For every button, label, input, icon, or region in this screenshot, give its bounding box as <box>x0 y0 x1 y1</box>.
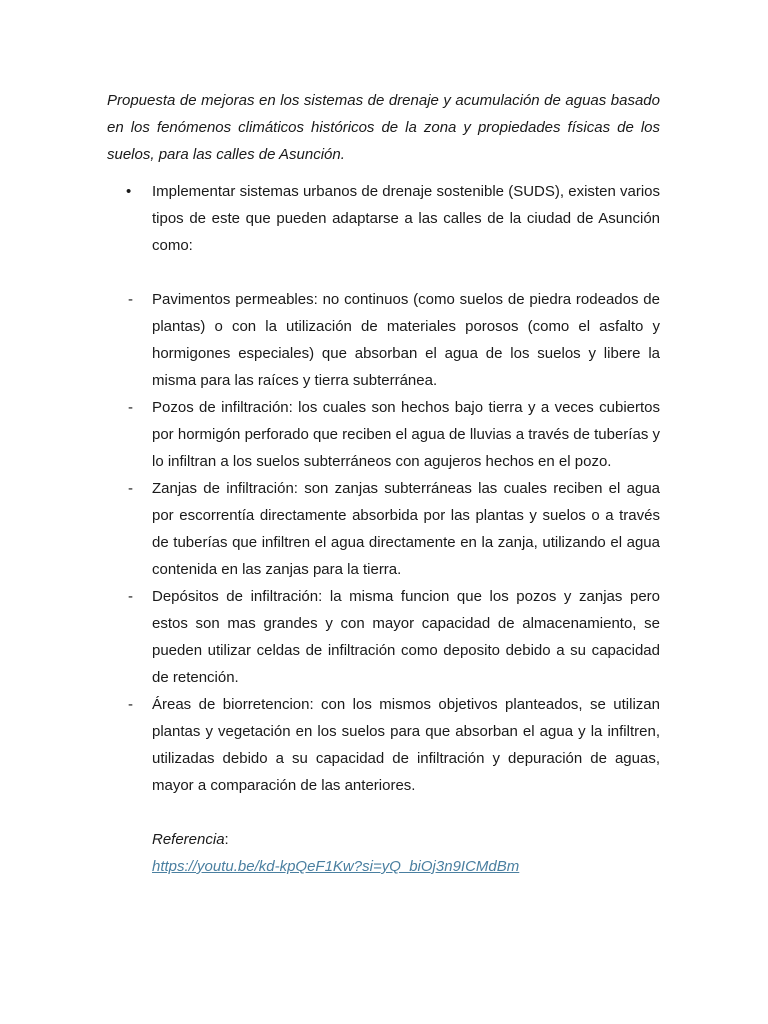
reference-heading <box>152 826 660 853</box>
dash-marker: - <box>128 588 133 605</box>
dash-marker: - <box>128 480 133 497</box>
list-item <box>107 583 660 691</box>
list-item-text: Zanjas de infiltración: son zanjas subterráneas las cuales reciben el agua por escorrentía directamente absorbida por las plantas y suelos o a través de tuberías que infiltren el agua directamente en la zanja, utilizando el agua contenida en las zanjas para la tierra. <box>152 480 660 578</box>
list-item-text: Pozos de infiltración: los cuales son hechos bajo tierra y a veces cubiertos por hormigón perforado que reciben el agua de lluvias a través de tuberías y lo infiltran a los suelos subterráneos con agujeros hechos en el pozo. <box>152 399 660 470</box>
blank-line <box>107 799 660 826</box>
list-item <box>107 286 660 394</box>
reference-block <box>107 826 660 880</box>
list-item-text: Depósitos de infiltración: la misma funcion que los pozos y zanjas pero estos son mas grandes y con mayor capacidad de almacenamiento, se pueden utilizar celdas de infiltración como deposito debido a su capacidad de retención. <box>152 588 660 686</box>
suds-types-list <box>107 286 660 799</box>
list-item-text: Pavimentos permeables: no continuos (como suelos de piedra rodeados de plantas) o con la utilización de materiales porosos (como el asfalto y hormigones especiales) que absorban el agua de los suelos y libere la misma para las raíces y tierra subterránea. <box>152 291 660 389</box>
bullet-item-suds <box>107 178 660 259</box>
reference-colon: : <box>224 831 229 848</box>
list-item <box>107 691 660 799</box>
reference-label: Referencia <box>152 831 225 848</box>
list-item <box>107 475 660 583</box>
document-page <box>107 87 660 880</box>
blank-line <box>107 259 660 286</box>
reference-link[interactable]: https://youtu.be/kd-kpQeF1Kw?si=yQ_biOj3n9ICMdBm <box>152 858 520 875</box>
dash-marker: - <box>128 696 133 713</box>
bullet-icon: • <box>126 183 132 200</box>
intro-paragraph: Propuesta de mejoras en los sistemas de drenaje y acumulación de aguas basado en los fenómenos climáticos históricos de la zona y propiedades físicas de los suelos, para las calles de Asunción. <box>107 92 660 163</box>
dash-marker: - <box>128 399 133 416</box>
bullet-text: Implementar sistemas urbanos de drenaje sostenible (SUDS), existen varios tipos de este que pueden adaptarse a las calles de la ciudad de Asunción como: <box>152 183 660 254</box>
list-item <box>107 394 660 475</box>
list-item-text: Áreas de biorretencion: con los mismos objetivos planteados, se utilizan plantas y vegetación en los suelos para que absorban el agua y la infiltren, utilizadas debido a su capacidad de infiltración y depuración de aguas, mayor a comparación de las anteriores. <box>152 696 660 794</box>
dash-marker: - <box>128 291 133 308</box>
